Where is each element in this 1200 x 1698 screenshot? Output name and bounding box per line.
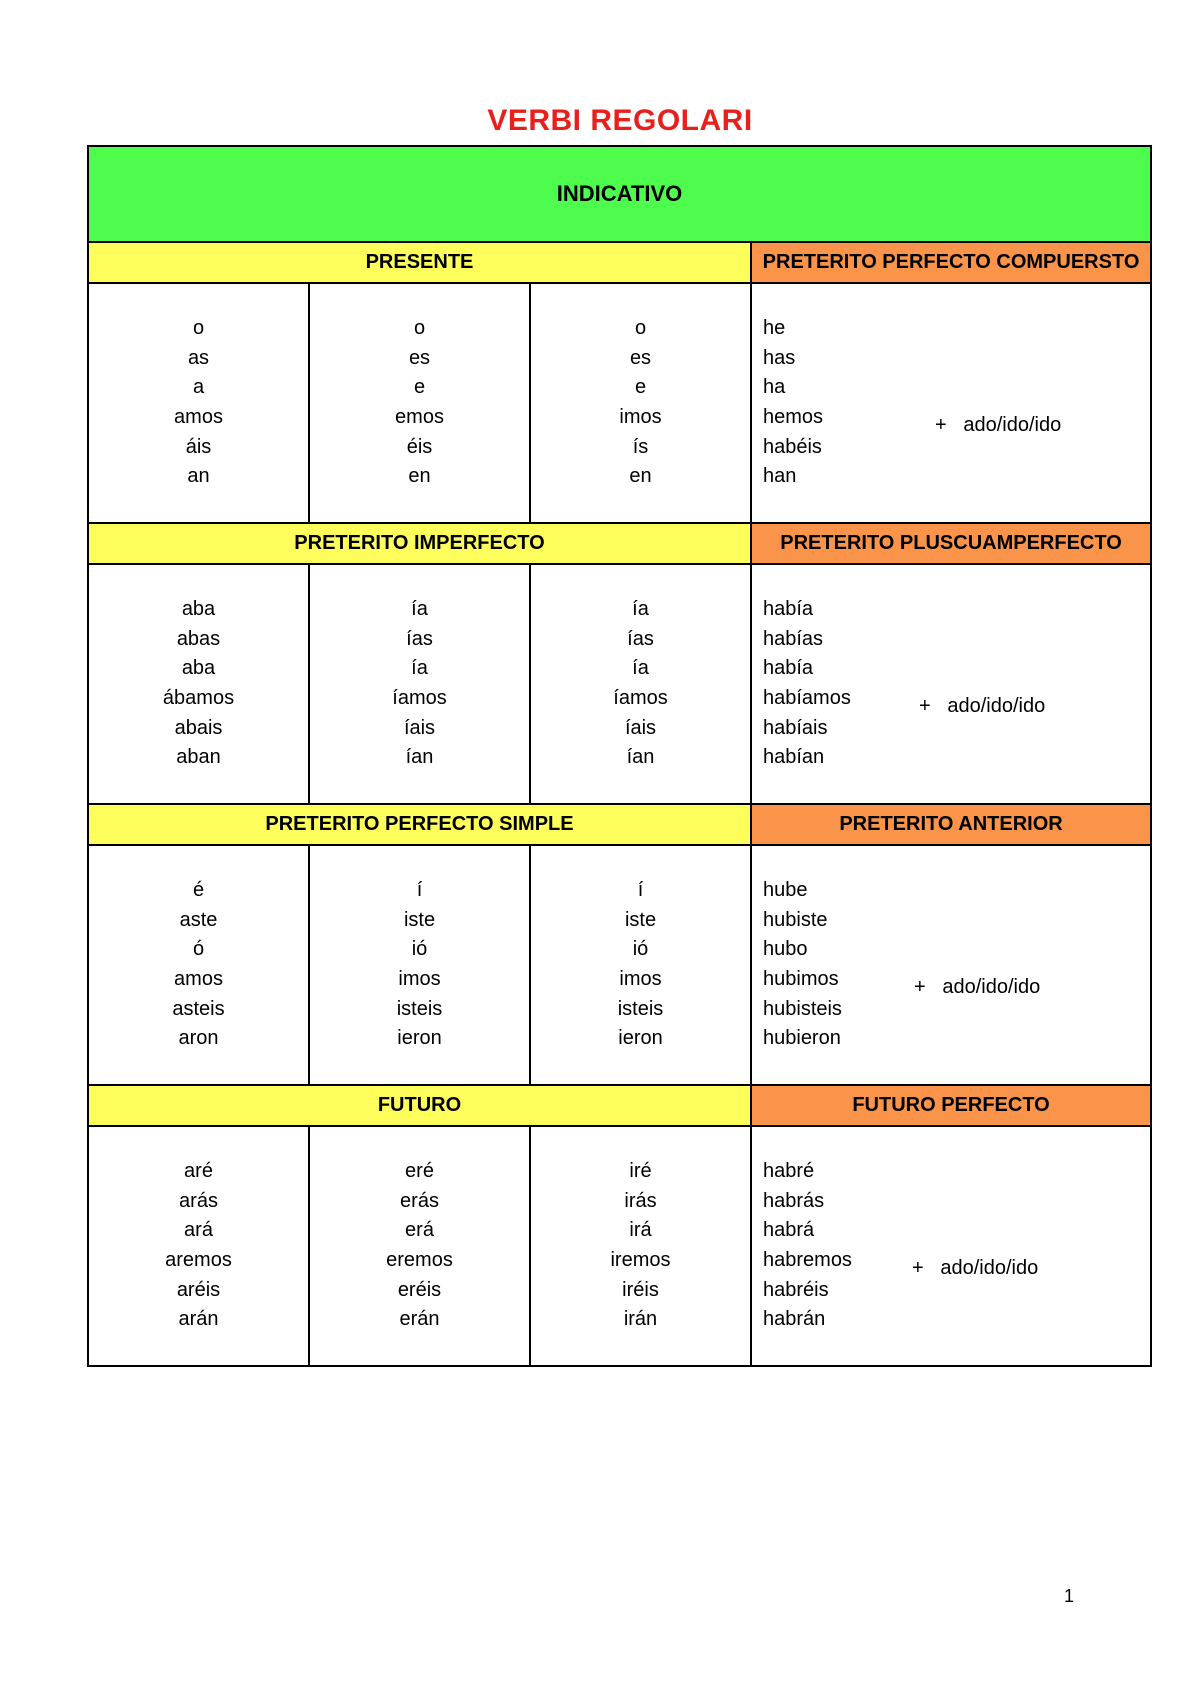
verb-ending: es: [629, 346, 652, 369]
section-body-row: [88, 1126, 1151, 1366]
auxiliary-form: habré: [763, 1160, 815, 1183]
verb-ending: ará: [184, 1219, 213, 1242]
verb-ending: ía: [411, 657, 428, 680]
er-endings-cell: [309, 1126, 530, 1366]
verb-ending: aba: [181, 657, 216, 680]
auxiliary-form: hubisteis: [763, 997, 842, 1020]
verb-ending: as: [187, 346, 210, 369]
verb-ending: irán: [623, 1308, 658, 1331]
verb-ending: arán: [178, 1308, 219, 1331]
verb-ending: an: [187, 465, 210, 488]
verb-ending: é: [192, 879, 205, 902]
participle-suffix: + ado/ido/ido: [919, 695, 1046, 717]
verb-ending: ió: [632, 938, 649, 961]
participle-suffix: + ado/ido/ido: [914, 976, 1041, 998]
auxiliary-form: hemos: [763, 406, 824, 428]
auxiliary-form: has: [763, 346, 796, 369]
tense-header: FUTURO: [88, 1085, 751, 1126]
page-title: VERBI REGOLARI: [487, 104, 753, 137]
auxiliary-form: he: [763, 317, 786, 340]
section-header-row: [88, 242, 1151, 283]
verb-ending: aremos: [165, 1249, 232, 1271]
indicativo-header: INDICATIVO: [88, 146, 1151, 242]
auxiliary-cell: [751, 845, 1151, 1085]
verb-ending: o: [413, 317, 426, 340]
verb-ending: abais: [174, 716, 223, 739]
auxiliary-form: habremos: [763, 1249, 852, 1271]
verb-ending: a: [192, 376, 205, 399]
verb-ending: íamos: [392, 687, 447, 709]
verb-ending: o: [192, 317, 205, 340]
verb-ending: íamos: [613, 687, 668, 709]
section-body-row: [88, 283, 1151, 523]
compound-tense-header: PRETERITO ANTERIOR: [751, 804, 1151, 845]
verb-ending: íais: [624, 716, 657, 739]
section-body-row: [88, 564, 1151, 804]
auxiliary-cell: [751, 564, 1151, 804]
auxiliary-form: habrás: [763, 1189, 825, 1212]
auxiliary-form: había: [763, 598, 814, 621]
ar-endings-cell: [88, 283, 309, 523]
verb-ending: aste: [179, 908, 218, 931]
auxiliary-cell: [751, 283, 1151, 523]
verb-ending: ís: [632, 435, 649, 458]
auxiliary-form: habrán: [763, 1308, 826, 1331]
auxiliary-form: había: [763, 657, 814, 680]
verb-ending: iste: [624, 908, 657, 931]
verb-ending: íais: [403, 716, 436, 739]
auxiliary-cell: [751, 1126, 1151, 1366]
auxiliary-form: hubo: [763, 938, 808, 961]
verb-ending: iste: [403, 908, 436, 931]
verb-ending: iré: [629, 1160, 652, 1183]
auxiliary-form: habías: [763, 627, 824, 650]
participle-suffix: + ado/ido/ido: [935, 414, 1062, 436]
auxiliary-form: habían: [763, 746, 825, 769]
verb-ending: asteis: [172, 997, 225, 1020]
verb-ending: ía: [632, 598, 649, 621]
verb-ending: iréis: [622, 1278, 659, 1301]
verb-ending: irá: [629, 1219, 652, 1242]
auxiliary-form: hubimos: [763, 968, 839, 990]
section-header-row: [88, 523, 1151, 564]
auxiliary-form: hube: [763, 879, 808, 902]
verb-ending: eré: [405, 1160, 434, 1183]
verb-ending: ió: [411, 938, 428, 961]
verb-ending: í: [637, 879, 644, 902]
tense-header: PRETERITO IMPERFECTO: [88, 523, 751, 564]
verb-ending: aré: [184, 1160, 213, 1183]
er-endings-cell: [309, 564, 530, 804]
auxiliary-form: habíais: [763, 716, 828, 739]
tense-header: PRETERITO PERFECTO SIMPLE: [88, 804, 751, 845]
tense-header: PRESENTE: [88, 242, 751, 283]
auxiliary-form: habéis: [763, 435, 822, 458]
verb-ending: o: [634, 317, 647, 340]
verb-ending: en: [629, 465, 652, 488]
auxiliary-form: habrá: [763, 1219, 815, 1242]
verb-ending: erá: [405, 1219, 434, 1242]
verb-ending: erás: [400, 1189, 439, 1212]
verb-ending: imos: [619, 406, 662, 428]
verb-ending: arás: [179, 1189, 218, 1212]
page-number: 1: [1064, 1586, 1075, 1606]
verb-ending: irás: [624, 1189, 657, 1212]
verb-ending: ía: [411, 598, 428, 621]
verb-ending: es: [408, 346, 431, 369]
participle-suffix: + ado/ido/ido: [912, 1257, 1039, 1279]
verb-ending: erán: [399, 1308, 440, 1331]
auxiliary-form: habréis: [763, 1278, 829, 1301]
auxiliary-form: hubiste: [763, 908, 828, 931]
verb-ending: ías: [406, 627, 433, 650]
ar-endings-cell: [88, 1126, 309, 1366]
verb-ending: éis: [406, 435, 433, 458]
verb-ending: aban: [176, 746, 221, 769]
verb-ending: eréis: [397, 1278, 442, 1301]
verb-ending: ieron: [397, 1027, 442, 1050]
verb-ending: iremos: [610, 1249, 671, 1271]
compound-tense-header: PRETERITO PERFECTO COMPUERSTO: [751, 242, 1151, 283]
verb-ending: amos: [174, 968, 223, 990]
section-header-row: [88, 1085, 1151, 1126]
verb-ending: e: [413, 376, 426, 399]
er-endings-cell: [309, 845, 530, 1085]
conjugation-table: [87, 145, 1152, 1367]
verb-ending: ían: [626, 746, 655, 769]
verb-ending: ieron: [618, 1027, 663, 1050]
er-endings-cell: [309, 283, 530, 523]
ar-endings-cell: [88, 845, 309, 1085]
ir-endings-cell: [530, 845, 751, 1085]
verb-ending: ías: [627, 627, 654, 650]
auxiliary-form: ha: [763, 376, 786, 399]
verb-ending: en: [408, 465, 431, 488]
verb-ending: aron: [178, 1027, 219, 1050]
verb-ending: í: [416, 879, 423, 902]
ir-endings-cell: [530, 283, 751, 523]
ir-endings-cell: [530, 564, 751, 804]
main-header-row: [88, 146, 1151, 242]
verb-ending: emos: [395, 406, 444, 428]
verb-ending: ábamos: [162, 687, 235, 709]
verb-ending: isteis: [617, 997, 664, 1020]
auxiliary-form: habíamos: [763, 687, 851, 709]
ar-endings-cell: [88, 564, 309, 804]
section-header-row: [88, 804, 1151, 845]
verb-ending: imos: [619, 968, 662, 990]
ir-endings-cell: [530, 1126, 751, 1366]
verb-ending: eremos: [386, 1249, 453, 1271]
auxiliary-form: han: [763, 465, 797, 488]
compound-tense-header: FUTURO PERFECTO: [751, 1085, 1151, 1126]
compound-tense-header: PRETERITO PLUSCUAMPERFECTO: [751, 523, 1151, 564]
verb-ending: amos: [174, 406, 223, 428]
verb-ending: imos: [398, 968, 441, 990]
section-body-row: [88, 845, 1151, 1085]
verb-ending: ó: [192, 938, 205, 961]
verb-ending: e: [634, 376, 647, 399]
verb-ending: isteis: [396, 997, 443, 1020]
verb-ending: aba: [181, 598, 216, 621]
verb-ending: ían: [405, 746, 434, 769]
verb-ending: áis: [185, 435, 212, 458]
auxiliary-form: hubieron: [763, 1027, 841, 1050]
verb-ending: aréis: [176, 1278, 221, 1301]
verb-ending: abas: [176, 627, 221, 650]
verb-ending: ía: [632, 657, 649, 680]
